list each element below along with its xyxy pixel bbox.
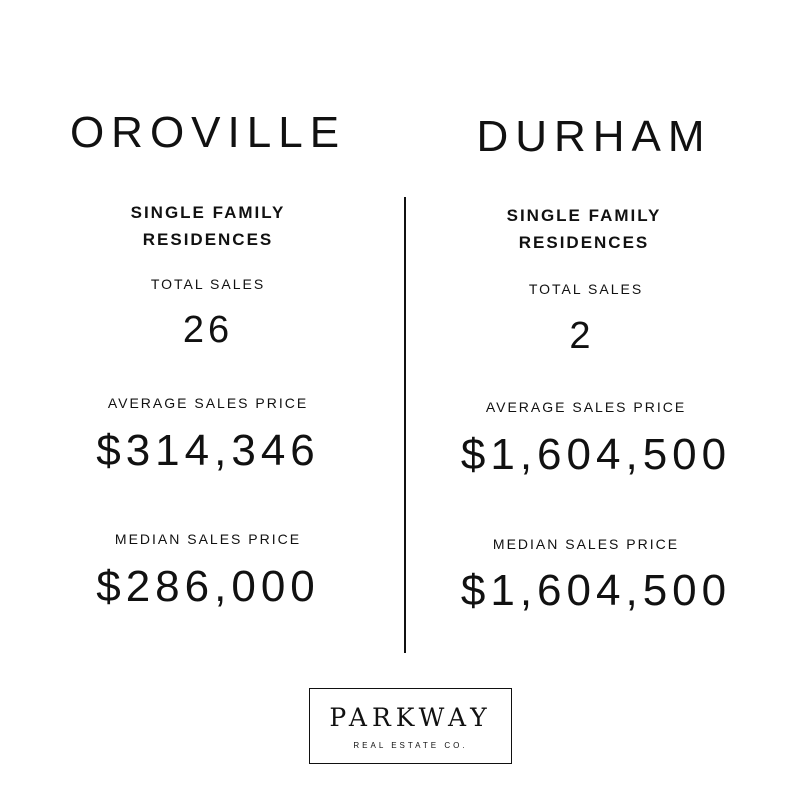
durham-total-sales-label: TOTAL SALES [528, 281, 644, 297]
oroville-total-sales-value: 26 [182, 309, 234, 351]
durham-median-price-value: $1,604,500 [460, 566, 732, 615]
column-divider [404, 197, 406, 653]
oroville-category: SINGLE FAMILY RESIDENCES [130, 203, 286, 249]
durham-average-price-value: $1,604,500 [460, 430, 732, 479]
durham-title: DURHAM [476, 112, 712, 161]
logo-tagline: REAL ESTATE CO. [353, 741, 468, 750]
durham-median-price-label: MEDIAN SALES PRICE [492, 536, 680, 552]
logo-name: PARKWAY [329, 703, 492, 732]
parkway-logo [309, 688, 512, 764]
oroville-title: OROVILLE [69, 108, 347, 157]
durham-category: SINGLE FAMILY RESIDENCES [506, 206, 662, 252]
oroville-average-price-value: $314,346 [96, 426, 320, 475]
oroville-median-price-value: $286,000 [96, 562, 320, 611]
oroville-total-sales-label: TOTAL SALES [150, 276, 266, 292]
durham-average-price-label: AVERAGE SALES PRICE [485, 399, 687, 415]
oroville-average-price-label: AVERAGE SALES PRICE [107, 395, 309, 411]
durham-total-sales-value: 2 [569, 315, 595, 357]
oroville-median-price-label: MEDIAN SALES PRICE [114, 531, 302, 547]
